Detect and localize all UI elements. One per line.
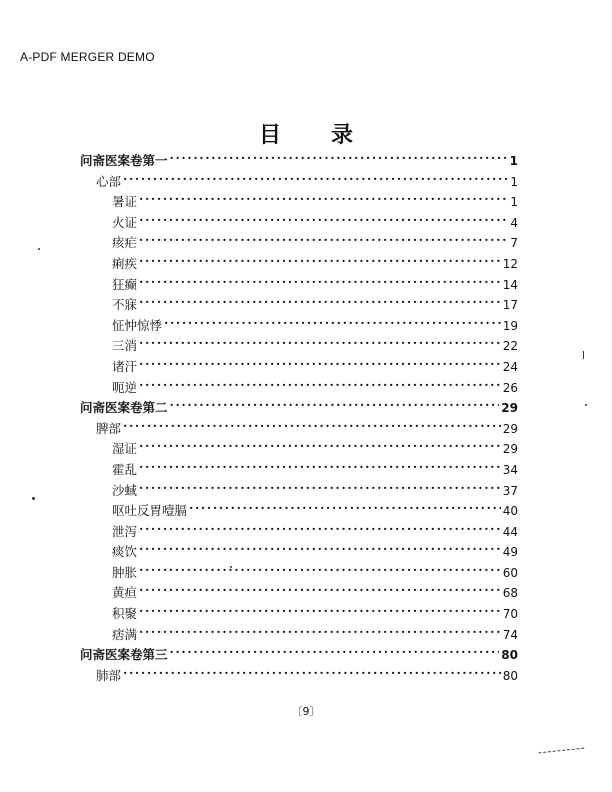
toc-entry-label: 心部 xyxy=(96,173,122,189)
toc-dot-leader xyxy=(139,272,501,293)
toc-dot-leader xyxy=(139,519,501,540)
toc-dot-leader xyxy=(139,601,501,622)
toc-entry-page: 1 xyxy=(509,154,518,168)
toc-dot-leader xyxy=(139,622,501,643)
toc-dot-leader xyxy=(139,230,508,251)
watermark-text: A-PDF MERGER DEMO xyxy=(20,50,155,64)
toc-entry-page: 80 xyxy=(501,648,518,663)
toc-dot-leader xyxy=(139,560,501,581)
toc-entry-label: 问斋医案卷第三 xyxy=(80,647,168,663)
toc-dot-leader xyxy=(123,663,501,684)
toc-entry-page: 7 xyxy=(510,236,518,251)
toc-dot-leader xyxy=(139,539,501,560)
scan-scribble xyxy=(538,742,584,754)
toc-entry-page: 68 xyxy=(502,586,518,601)
toc-entry-page: 4 xyxy=(510,215,518,230)
toc-dot-leader xyxy=(139,210,508,231)
toc-entry-page: 29 xyxy=(501,401,518,416)
toc-entry-label: 湿证 xyxy=(112,441,138,457)
toc-entry-label: 脾部 xyxy=(96,420,122,436)
toc-entry-page: 26 xyxy=(502,380,518,395)
toc-dot-leader xyxy=(139,251,501,272)
toc-entry-page: 34 xyxy=(502,462,518,477)
toc-entry xyxy=(80,666,518,687)
toc-entry-page: 80 xyxy=(502,668,518,683)
toc-entry-page: 40 xyxy=(502,504,518,519)
toc-entry-label: 沙蜮 xyxy=(112,482,138,498)
toc-entry-page: 74 xyxy=(502,627,518,642)
scan-speck xyxy=(32,497,35,500)
page-number: 〔9〕 xyxy=(291,705,321,718)
toc-entry-label: 暑证 xyxy=(112,194,138,210)
page-title xyxy=(0,118,612,149)
toc-entry-page: 29 xyxy=(502,442,518,457)
toc-dot-leader xyxy=(123,169,508,190)
toc-entry-label: 痞满 xyxy=(112,626,138,642)
toc-entry-label: 痰饮 xyxy=(112,544,138,560)
toc-dot-leader xyxy=(139,354,501,375)
toc-entry-label: 痢疾 xyxy=(112,255,138,271)
toc-entry-label: 狂癫 xyxy=(112,276,138,292)
toc-entry-label: 问斋医案卷第二 xyxy=(80,400,168,416)
toc-entry-page: 29 xyxy=(502,421,518,436)
toc-entry-page: 1 xyxy=(510,174,518,189)
toc-dot-leader xyxy=(164,313,501,334)
toc-entry-page: 1 xyxy=(510,195,518,210)
page-title-char-2: 录 xyxy=(331,122,354,148)
toc-entry-label: 不寐 xyxy=(112,297,138,313)
toc-entry-label: 呃逆 xyxy=(112,379,138,395)
toc-dot-leader xyxy=(170,642,500,663)
toc-entry-label: 三消 xyxy=(112,338,138,354)
toc-dot-leader xyxy=(170,148,508,169)
toc-entry-page: 17 xyxy=(502,298,518,313)
toc-dot-leader xyxy=(139,580,501,601)
toc-entry-label: 肿胀 xyxy=(112,564,138,580)
toc-dot-leader xyxy=(139,436,501,457)
toc-entry-label: 霍乱 xyxy=(112,461,138,477)
toc-dot-leader xyxy=(170,395,500,416)
toc-entry-page: 24 xyxy=(502,359,518,374)
toc-dot-leader xyxy=(139,292,501,313)
toc-entry-label: 黄疸 xyxy=(112,585,138,601)
toc-dot-leader xyxy=(123,416,501,437)
toc-dot-leader xyxy=(139,478,501,499)
toc-entry-label: 痎疟 xyxy=(112,235,138,251)
toc-entry-page: 12 xyxy=(502,256,518,271)
toc-entry-page: 14 xyxy=(502,277,518,292)
toc-entry-label: 火证 xyxy=(112,214,138,230)
toc-dot-leader xyxy=(139,333,501,354)
toc-entry-page: 19 xyxy=(502,318,518,333)
scan-speck xyxy=(585,404,587,406)
toc-entry-label: 积聚 xyxy=(112,606,138,622)
scan-speck xyxy=(230,566,232,568)
toc-dot-leader xyxy=(139,375,501,396)
toc-entry-page: 60 xyxy=(502,565,518,580)
scan-speck xyxy=(583,351,584,359)
toc-entry-page: 22 xyxy=(502,339,518,354)
toc-entry-label: 诸汗 xyxy=(112,358,138,374)
toc-entry-label: 问斋医案卷第一 xyxy=(80,153,168,168)
toc-entry-label: 怔忡惊悸 xyxy=(112,317,163,333)
toc-entry-label: 呕吐反胃噎膈 xyxy=(112,503,188,519)
toc-dot-leader xyxy=(139,457,501,478)
toc-dot-leader xyxy=(139,189,508,210)
scan-speck xyxy=(38,248,40,250)
toc-entry-page: 37 xyxy=(502,483,518,498)
toc-dot-leader xyxy=(189,498,501,519)
page-title-char-1: 目 xyxy=(258,122,281,148)
toc-entry-page: 49 xyxy=(502,545,518,560)
table-of-contents xyxy=(80,151,518,686)
toc-entry-label: 肺部 xyxy=(96,667,122,683)
toc-entry-label: 泄泻 xyxy=(112,523,138,539)
toc-entry-page: 44 xyxy=(502,524,518,539)
toc-entry-page: 70 xyxy=(502,607,518,622)
